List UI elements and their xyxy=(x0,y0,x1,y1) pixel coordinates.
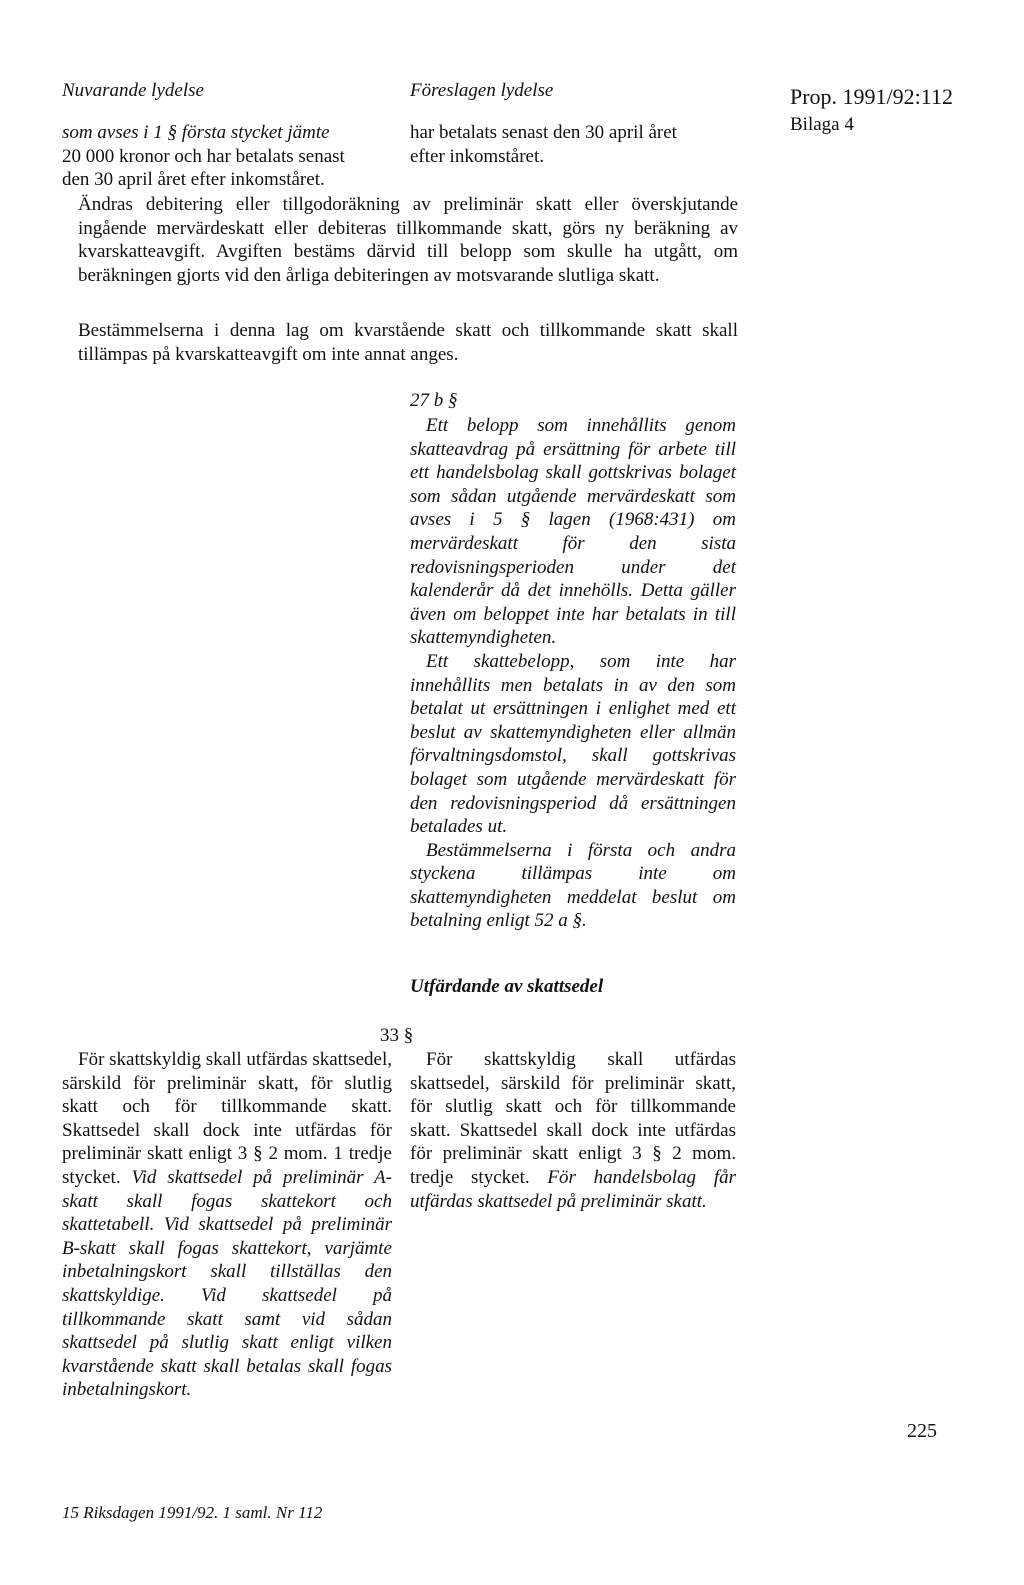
appendix-label: Bilaga 4 xyxy=(790,114,854,135)
page-number: 225 xyxy=(907,1420,937,1442)
section-27b-heading: 27 b § xyxy=(410,390,458,411)
text-line: 20 000 kronor och har betalats senast xyxy=(62,145,345,167)
text-line: den 30 april året efter inkomståret. xyxy=(62,169,325,191)
section-33-current-italic: Vid skattsedel på preliminär A-skatt skall fogas skattekort och skattetabell. Vid skattsedel på preliminär B-skatt skall fogas skattekort, varjämte inbetalningskort skall tillställas den skattskyldige. Vid skattsedel på tillkommande skatt samt vid sådan skattsedel på slutlig skatt enligt vilken kvarstående skatt skall betalas skall fogas inbetalningskort. xyxy=(62,1166,393,1401)
section-33-heading: 33 § xyxy=(380,1025,414,1046)
paragraph-bestammelserna: Bestämmelserna i denna lag om kvarstående skatt och tillkommande skatt skall tillämpas på kvarskatteavgift om inte annat anges. xyxy=(78,320,738,365)
section-33-proposed-italic: För handelsbolag får utfärdas skattsedel på preliminär skatt. xyxy=(410,1166,737,1212)
current-text-continuation xyxy=(62,121,392,192)
text-line: har betalats senast den 30 april året xyxy=(410,122,677,143)
text-line: efter inkomståret. xyxy=(410,145,545,167)
print-source-line: 15 Riksdagen 1991/92. 1 saml. Nr 112 xyxy=(62,1503,323,1522)
section-33-current xyxy=(62,1048,392,1402)
column-heading-proposed: Föreslagen lydelse xyxy=(410,80,554,101)
section-33-current-plain: För skattskyldig skall utfärdas skattsedel, särskild för preliminär skatt, för slutlig skatt och för tillkommande skatt. Skattsedel skall dock inte utfärdas för preliminär skatt enligt 3 § 2 mom. 1 tredje stycket. xyxy=(62,1049,392,1188)
section-27b-paragraph-1: Ett belopp som innehållits genom skatteavdrag på ersättning för arbete till ett handelsbolag skall gottskrivas bolaget som sådan utgående mervärdeskatt som avses i 5 § lagen (1968:431) om mervärdeskatt för den sista redovisningsperioden under det kalenderår då det innehölls. Detta gäller även om beloppet inte har betalats in till skattemyndigheten. xyxy=(410,415,736,649)
proposition-number: Prop. 1991/92:112 xyxy=(790,84,953,109)
proposed-text-continuation xyxy=(410,121,740,168)
section-27b-paragraph-2: Ett skattebelopp, som inte har innehållits men betalats in av den som betalat ut ersättningen i enlighet med ett beslut av skattemyndigheten eller allmän förvaltningsdomstol, skall gottskrivas bolaget som utgående mervärdeskatt för den redovisningsperiod då ersättningen betalades ut. xyxy=(410,650,736,838)
section-33-proposed xyxy=(410,1048,736,1213)
section-27b-paragraph-3: Bestämmelserna i första och andra styckena tillämpas inte om skattemyndigheten meddelat beslut om betalning enligt 52 a §. xyxy=(410,839,736,932)
section-33-proposed-plain: För skattskyldig skall utfärdas skattsedel, särskild för preliminär skatt, för slutlig skatt och för tillkommande skatt. Skattsedel skall dock inte utfärdas för preliminär skatt enligt 3 § 2 mom. tredje stycket. xyxy=(410,1049,736,1188)
paragraph-debitering: Ändras debitering eller tillgodoräkning av preliminär skatt eller överskjutande ingående mervärdeskatt eller debiteras tillkommande skatt, görs ny beräkning av kvarskatteavgift. Avgiften bestäms därvid till belopp som skulle ha utgått, om beräkningen gjorts vid den årliga debiteringen av motsvarande slutliga skatt. xyxy=(78,194,738,286)
column-heading-current: Nuvarande lydelse xyxy=(62,80,204,101)
subheading-skattsedel: Utfärdande av skattsedel xyxy=(410,976,604,997)
section-27b-body xyxy=(410,414,736,933)
text-line: som avses i 1 § första stycket jämte xyxy=(62,122,330,143)
